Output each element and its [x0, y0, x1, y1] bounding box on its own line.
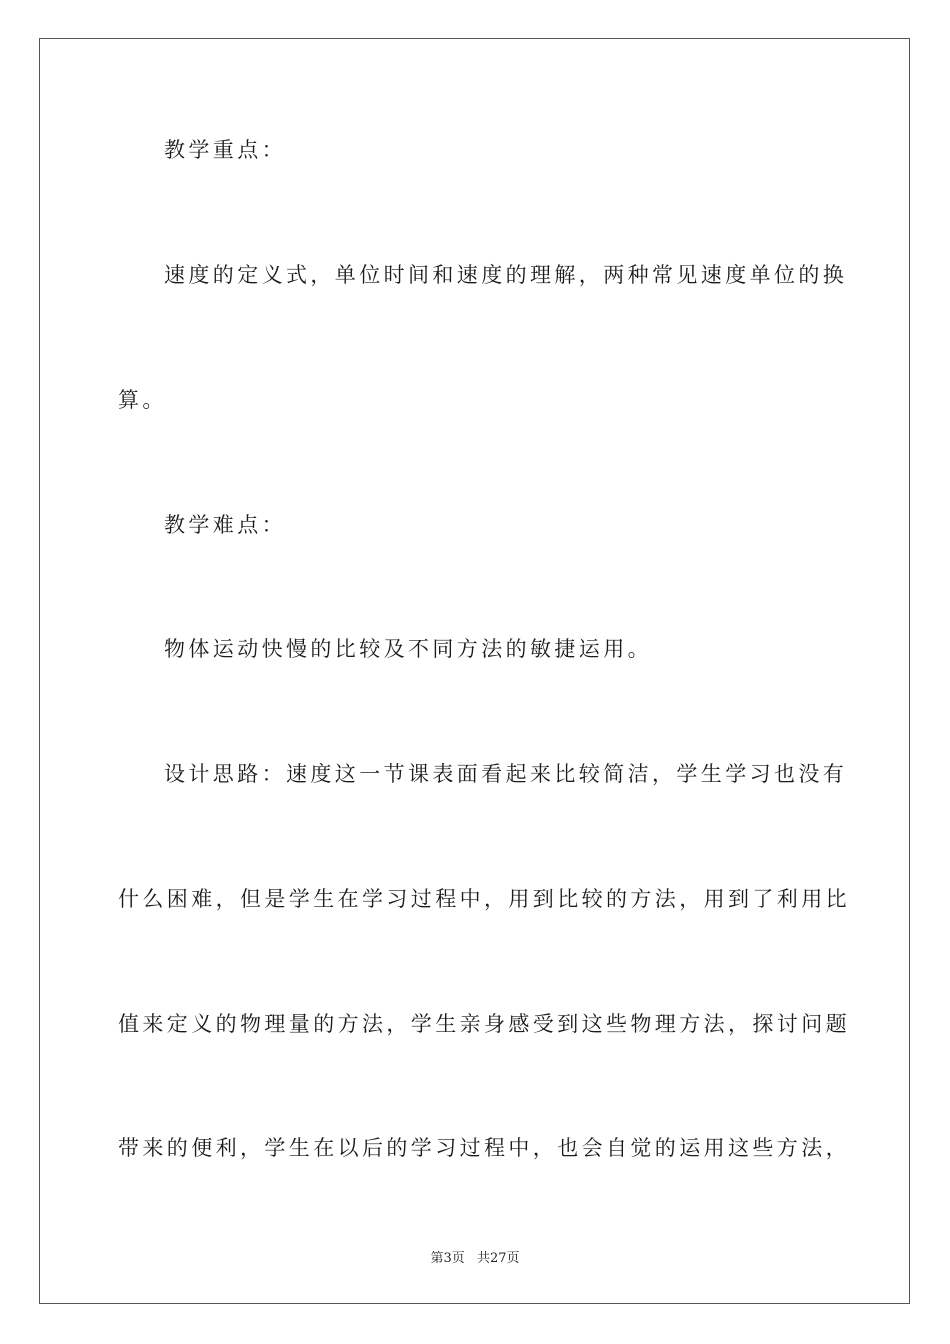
paragraph-line: 速度的定义式，单位时间和速度的理解，两种常见速度单位的换	[164, 263, 848, 287]
page-total: 共27页	[476, 1251, 520, 1266]
heading-teaching-key-points: 教学重点：	[164, 138, 286, 162]
page-footer	[0, 1247, 950, 1266]
page-number: 第3页	[430, 1251, 465, 1266]
paragraph-line: 算。	[118, 388, 167, 412]
paragraph-line: 设计思路：速度这一节课表面看起来比较简洁，学生学习也没有	[164, 762, 848, 786]
paragraph-line: 值来定义的物理量的方法，学生亲身感受到这些物理方法，探讨问题	[118, 1012, 850, 1036]
heading-teaching-difficulties: 教学难点：	[164, 513, 286, 537]
paragraph-line: 带来的便利，学生在以后的学习过程中，也会自觉的运用这些方法，	[118, 1136, 850, 1160]
paragraph-line: 物体运动快慢的比较及不同方法的敏捷运用。	[164, 637, 652, 661]
page-border	[39, 38, 910, 1304]
paragraph-line: 什么困难，但是学生在学习过程中，用到比较的方法，用到了利用比	[118, 887, 850, 911]
